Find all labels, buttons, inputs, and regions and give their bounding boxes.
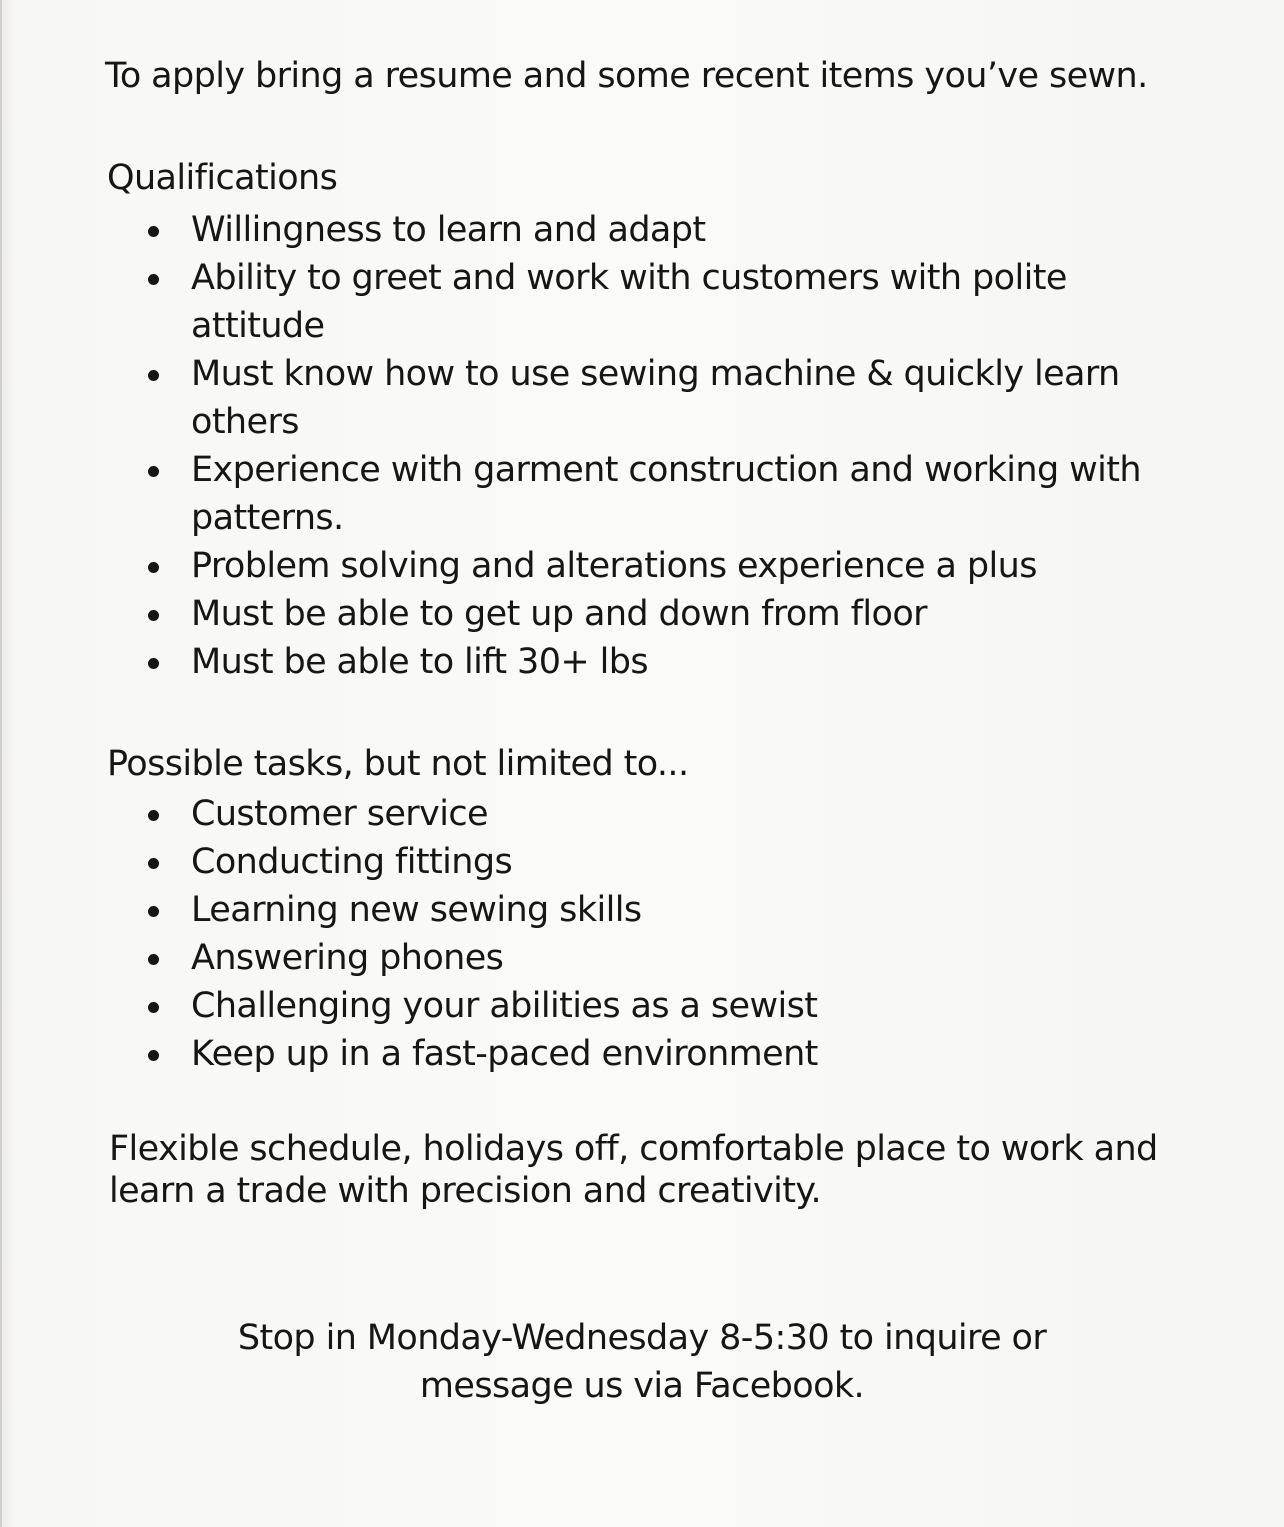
list-item: Conducting fittings [142, 838, 1162, 886]
list-item: Problem solving and alterations experience a plus [142, 542, 1141, 590]
list-item: Experience with garment construction and working with patterns. [142, 446, 1176, 542]
qualifications-heading: Qualifications [107, 158, 338, 198]
list-item: Challenging your abilities as a sewist [142, 982, 1162, 1030]
list-item: Must be able to get up and down from floor [142, 590, 1141, 638]
tasks-list [142, 790, 1162, 1078]
list-item: Answering phones [142, 934, 1162, 982]
list-item: Learning new sewing skills [142, 886, 1162, 934]
list-item: Customer service [142, 790, 1162, 838]
cta-line-1: Stop in Monday-Wednesday 8-5:30 to inquire or [237, 1318, 1047, 1358]
list-item: Must be able to lift 30+ lbs [142, 638, 1141, 686]
tasks-heading: Possible tasks, but not limited to... [107, 744, 689, 784]
list-item: Willingness to learn and adapt [142, 206, 1141, 254]
benefits-paragraph: Flexible schedule, holidays off, comfortable place to work and learn a trade with precision and creativity. [109, 1129, 1158, 1211]
list-item: Keep up in a fast-paced environment [142, 1030, 1162, 1078]
list-item: Must know how to use sewing machine & quickly learn others [142, 350, 1141, 446]
qualifications-list [142, 206, 1162, 686]
list-item: Ability to greet and work with customers with polite attitude [142, 254, 1081, 350]
cta-line-2: message us via Facebook. [419, 1366, 865, 1406]
call-to-action [142, 1314, 1142, 1410]
intro-text: To apply bring a resume and some recent items you’ve sewn. [105, 56, 1148, 96]
